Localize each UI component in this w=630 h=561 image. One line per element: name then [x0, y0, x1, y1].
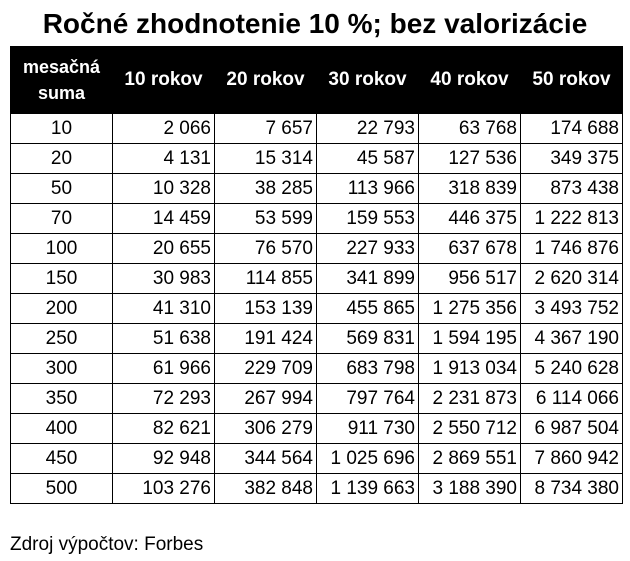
value-cell: 1 594 195 — [419, 324, 521, 354]
value-cell: 569 831 — [317, 324, 419, 354]
value-cell: 10 328 — [113, 174, 215, 204]
value-cell: 318 839 — [419, 174, 521, 204]
value-cell: 1 275 356 — [419, 294, 521, 324]
source-note: Zdroj výpočtov: Forbes — [10, 534, 204, 555]
value-cell: 7 860 942 — [521, 444, 623, 474]
table-row — [11, 114, 623, 144]
value-cell: 82 621 — [113, 414, 215, 444]
value-cell: 229 709 — [215, 354, 317, 384]
value-cell: 22 793 — [317, 114, 419, 144]
value-cell: 341 899 — [317, 264, 419, 294]
value-cell: 51 638 — [113, 324, 215, 354]
page-title: Ročné zhodnotenie 10 %; bez valorizácie — [42, 8, 588, 39]
value-cell: 3 188 390 — [419, 474, 521, 504]
monthly-sum-cell: 500 — [11, 474, 113, 504]
value-cell: 15 314 — [215, 144, 317, 174]
value-cell: 637 678 — [419, 234, 521, 264]
header-monthly-sum — [11, 47, 113, 114]
header-years-10: 10 rokov — [113, 47, 215, 114]
value-cell: 873 438 — [521, 174, 623, 204]
value-cell: 1 139 663 — [317, 474, 419, 504]
table-row — [11, 444, 623, 474]
monthly-sum-cell: 200 — [11, 294, 113, 324]
value-cell: 113 966 — [317, 174, 419, 204]
value-cell: 30 983 — [113, 264, 215, 294]
monthly-sum-cell: 450 — [11, 444, 113, 474]
value-cell: 159 553 — [317, 204, 419, 234]
monthly-sum-cell: 300 — [11, 354, 113, 384]
value-cell: 349 375 — [521, 144, 623, 174]
table-row — [11, 474, 623, 504]
table-body — [11, 114, 623, 504]
header-years-30: 30 rokov — [317, 47, 419, 114]
table-row — [11, 174, 623, 204]
header-years-50: 50 rokov — [521, 47, 623, 114]
value-cell: 72 293 — [113, 384, 215, 414]
value-cell: 61 966 — [113, 354, 215, 384]
value-cell: 14 459 — [113, 204, 215, 234]
monthly-sum-cell: 10 — [11, 114, 113, 144]
value-cell: 956 517 — [419, 264, 521, 294]
value-cell: 38 285 — [215, 174, 317, 204]
monthly-sum-cell: 20 — [11, 144, 113, 174]
value-cell: 344 564 — [215, 444, 317, 474]
value-cell: 92 948 — [113, 444, 215, 474]
monthly-sum-cell: 250 — [11, 324, 113, 354]
monthly-sum-cell: 400 — [11, 414, 113, 444]
value-cell: 174 688 — [521, 114, 623, 144]
value-cell: 1 913 034 — [419, 354, 521, 384]
value-cell: 3 493 752 — [521, 294, 623, 324]
value-cell: 153 139 — [215, 294, 317, 324]
value-cell: 8 734 380 — [521, 474, 623, 504]
value-cell: 63 768 — [419, 114, 521, 144]
value-cell: 382 848 — [215, 474, 317, 504]
value-cell: 76 570 — [215, 234, 317, 264]
savings-table — [10, 46, 623, 504]
value-cell: 103 276 — [113, 474, 215, 504]
value-cell: 267 994 — [215, 384, 317, 414]
value-cell: 306 279 — [215, 414, 317, 444]
value-cell: 1 222 813 — [521, 204, 623, 234]
value-cell: 797 764 — [317, 384, 419, 414]
value-cell: 5 240 628 — [521, 354, 623, 384]
table-row — [11, 324, 623, 354]
monthly-sum-cell: 50 — [11, 174, 113, 204]
value-cell: 4 367 190 — [521, 324, 623, 354]
value-cell: 1 025 696 — [317, 444, 419, 474]
value-cell: 683 798 — [317, 354, 419, 384]
header-row — [11, 47, 623, 114]
monthly-sum-cell: 100 — [11, 234, 113, 264]
value-cell: 911 730 — [317, 414, 419, 444]
value-cell: 41 310 — [113, 294, 215, 324]
table-row — [11, 384, 623, 414]
header-monthly-sum-line1: mesačná — [22, 57, 101, 77]
value-cell: 191 424 — [215, 324, 317, 354]
value-cell: 127 536 — [419, 144, 521, 174]
monthly-sum-cell: 350 — [11, 384, 113, 414]
value-cell: 20 655 — [113, 234, 215, 264]
value-cell: 2 231 873 — [419, 384, 521, 414]
value-cell: 2 869 551 — [419, 444, 521, 474]
value-cell: 1 746 876 — [521, 234, 623, 264]
value-cell: 45 587 — [317, 144, 419, 174]
monthly-sum-cell: 150 — [11, 264, 113, 294]
header-years-40: 40 rokov — [419, 47, 521, 114]
value-cell: 6 114 066 — [521, 384, 623, 414]
header-monthly-sum-line2: suma — [37, 83, 86, 103]
table-row — [11, 264, 623, 294]
table-row — [11, 234, 623, 264]
value-cell: 2 550 712 — [419, 414, 521, 444]
table-header — [11, 47, 623, 114]
value-cell: 53 599 — [215, 204, 317, 234]
value-cell: 227 933 — [317, 234, 419, 264]
value-cell: 2 620 314 — [521, 264, 623, 294]
table-row — [11, 204, 623, 234]
table-row — [11, 144, 623, 174]
value-cell: 114 855 — [215, 264, 317, 294]
value-cell: 455 865 — [317, 294, 419, 324]
header-years-20: 20 rokov — [215, 47, 317, 114]
value-cell: 446 375 — [419, 204, 521, 234]
table-row — [11, 414, 623, 444]
value-cell: 2 066 — [113, 114, 215, 144]
value-cell: 6 987 504 — [521, 414, 623, 444]
table-row — [11, 354, 623, 384]
table-row — [11, 294, 623, 324]
value-cell: 4 131 — [113, 144, 215, 174]
monthly-sum-cell: 70 — [11, 204, 113, 234]
value-cell: 7 657 — [215, 114, 317, 144]
